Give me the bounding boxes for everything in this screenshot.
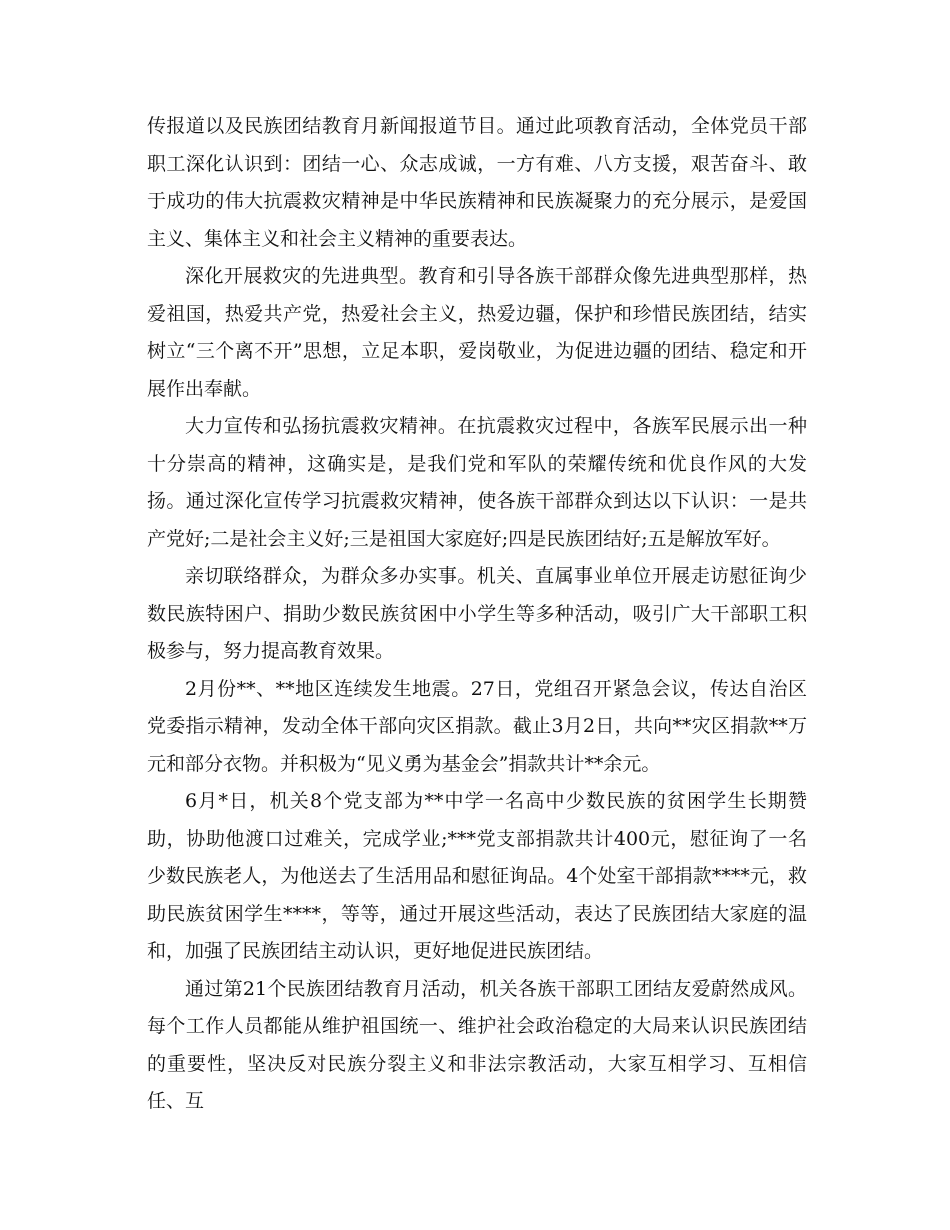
paragraph-5: 2月份**、**地区连续发生地震。27日，党组召开紧急会议，传达自治区党委指示精神，发动全体干部向灾区捐款。截止3月2日，共向**灾区捐款**万元和部分衣物。并积极为“见义勇为基金会”捐款共计**余元。 [147, 677, 807, 775]
paragraph-2: 深化开展救灾的先进典型。教育和引导各族干部群众像先进典型那样，热爱祖国，热爱共产党，热爱社会主义，热爱边疆，保护和珍惜民族团结，结实树立“三个离不开”思想，立足本职，爱岗敬业，为促进边疆的团结、稳定和开展作出奉献。 [147, 265, 807, 400]
paragraph-6: 6月*日，机关8个党支部为**中学一名高中少数民族的贫困学生长期赞助，协助他渡口过难关，完成学业;***党支部捐款共计400元，慰征询了一名少数民族老人，为他送去了生活用品和慰征询品。4个处室干部捐款****元，救助民族贫困学生****，等等，通过开展这些活动，表达了民族团结大家庭的温和，加强了民族团结主动认识，更好地促进民族团结。 [147, 790, 807, 962]
paragraph-1: 传报道以及民族团结教育月新闻报道节目。通过此项教育活动，全体党员干部职工深化认识到：团结一心、众志成诚，一方有难、八方支援，艰苦奋斗、敢于成功的伟大抗震救灾精神是中华民族精神和民族凝聚力的充分展示，是爱国主义、集体主义和社会主义精神的重要表达。 [147, 115, 807, 250]
document-body [147, 108, 807, 1121]
paragraph-3: 大力宣传和弘扬抗震救灾精神。在抗震救灾过程中，各族军民展示出一种十分崇高的精神，这确实是，是我们党和军队的荣耀传统和优良作风的大发扬。通过深化宣传学习抗震救灾精神，使各族干部群众到达以下认识：一是共产党好;二是社会主义好;三是祖国大家庭好;四是民族团结好;五是解放军好。 [147, 415, 807, 550]
paragraph-7: 通过第21个民族团结教育月活动，机关各族干部职工团结友爱蔚然成风。每个工作人员都能从维护祖国统一、维护社会政治稳定的大局来认识民族团结的重要性，坚决反对民族分裂主义和非法宗教活动，大家互相学习、互相信任、互 [147, 977, 807, 1112]
paragraph-4: 亲切联络群众，为群众多办实事。机关、直属事业单位开展走访慰征询少数民族特困户、捐助少数民族贫困中小学生等多种活动，吸引广大干部职工积极参与，努力提高教育效果。 [147, 565, 807, 662]
